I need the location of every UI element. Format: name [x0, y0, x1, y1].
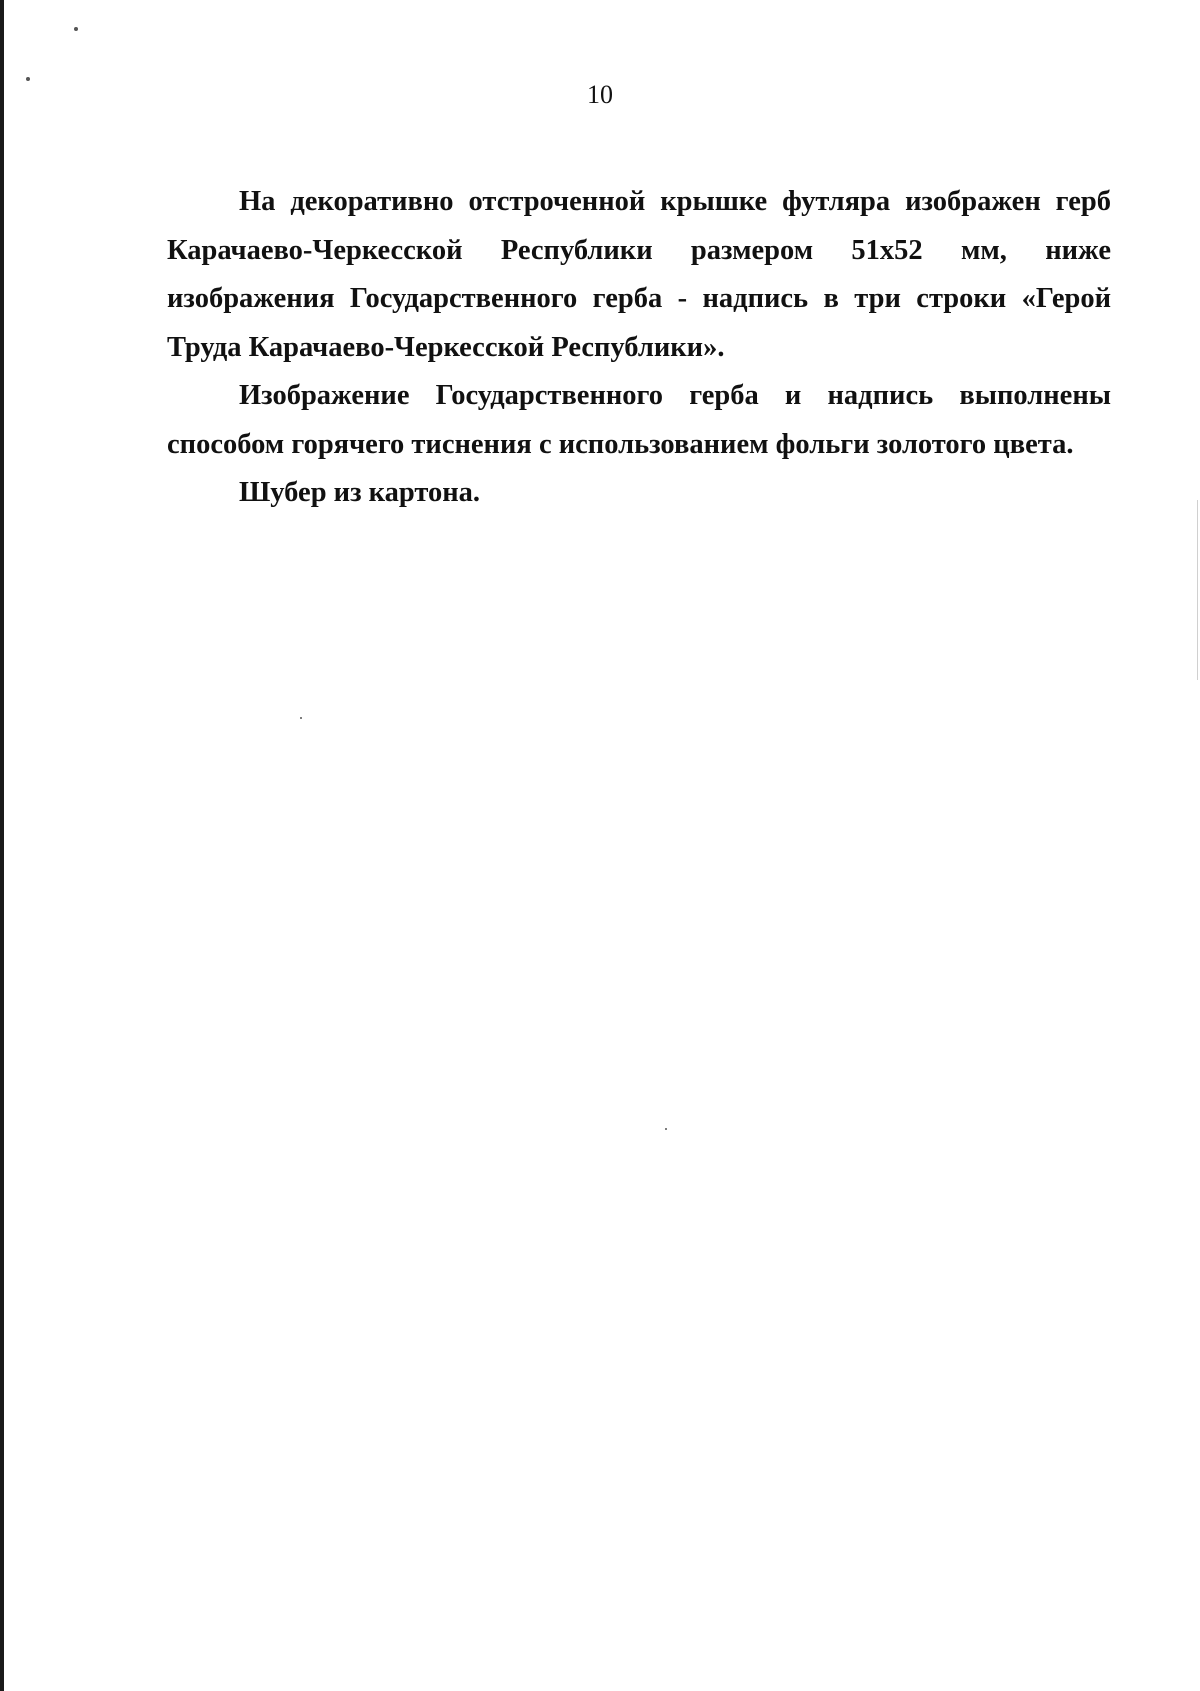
paragraph-coat-of-arms-description: На декоративно отстроченной крышке футляра изображен герб Карачаево-Черкесской Республики размером 51х52 мм, ниже изображения Государственного герба - надпись в три строки «Герой Труда Карачаево-Черкесской Республики».	[167, 186, 1111, 363]
document-body	[167, 178, 1111, 518]
scan-edge-mark	[1197, 500, 1198, 680]
page-number: 10	[587, 80, 613, 109]
paragraph-slipcase: Шубер из картона.	[239, 477, 481, 508]
scan-speck	[665, 1128, 667, 1130]
scan-speck	[300, 717, 302, 719]
scan-speck	[74, 27, 78, 31]
scan-binding-edge	[0, 0, 4, 1691]
paragraph-hot-stamping: Изображение Государственного герба и надпись выполнены способом горячего тиснения с использованием фольги золотого цвета.	[167, 380, 1111, 460]
